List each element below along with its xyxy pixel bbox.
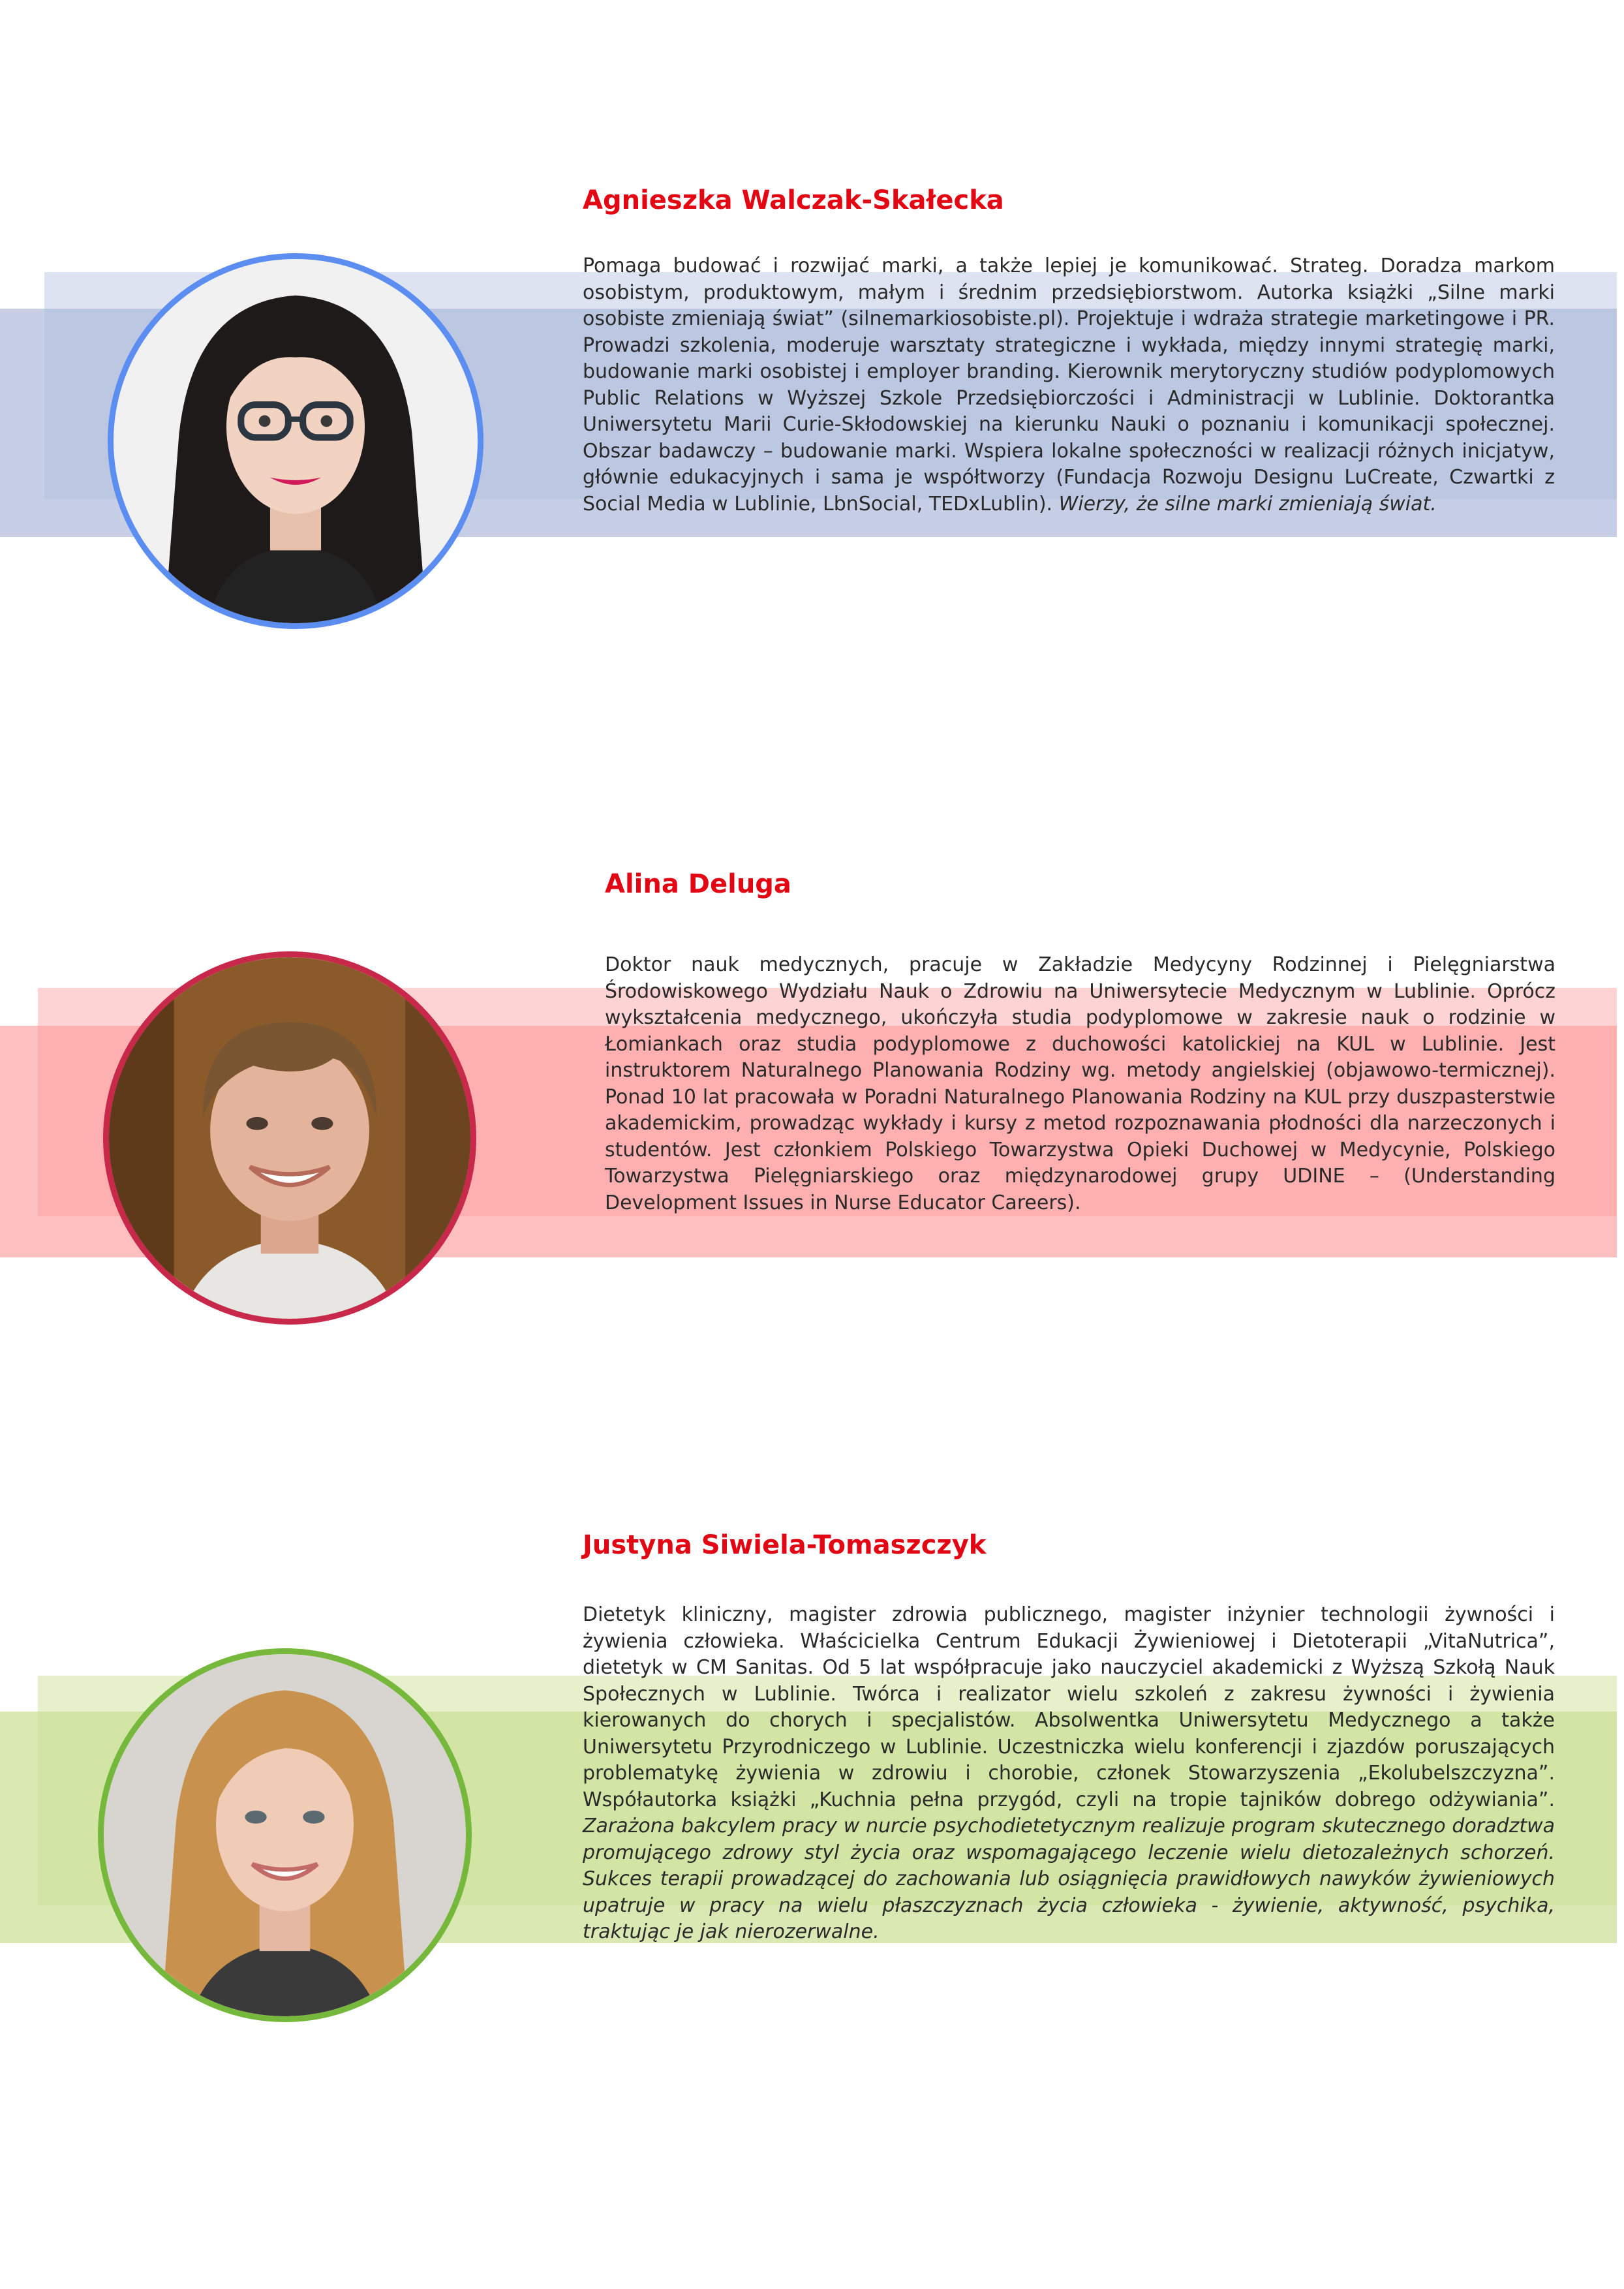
profile-photo-3 [98, 1648, 472, 2022]
person-name: Justyna Siwiela-Tomaszczyk [583, 1530, 987, 1560]
person-bio [605, 952, 1555, 1216]
bio-text: Doktor nauk medycznych, pracuje w Zakładzie Medycyny Rodzinnej i Pielęgniarstwa Środowiskowego Wydziału Nauk o Zdrowiu na Uniwersytecie Medycznym w Lublinie. Oprócz wykształcenia medycznego, ukończyła studia podyplomowe w zakresie nauk o rodzinie w Łomiankach oraz studia podyplomowe z duchowości katolickiej na KUL w Lublinie. Jest instruktorem Naturalnego Planowania Rodziny wg. metody angielskiej (objawowo-termicznej). Ponad 10 lat pracowała w Poradni Naturalnego Planowania Rodziny na KUL przy duszpasterstwie akademickim, prowadząc wykłady i kursy z metod rozpoznawania płodności dla narzeczonych i studentów. Jest członkiem Polskiego Towarzystwa Opieki Duchowej w Medycynie, Polskiego Towarzystwa Pielęgniarskiego oraz międzynarodowej grupy UDINE – (Understanding Development Issues in Nurse Educator Careers). [605, 953, 1555, 1214]
portrait-woman-glasses-icon [114, 259, 478, 623]
person-card-2 [605, 868, 1555, 1216]
bio-italic-text: Zarażona bakcylem pracy w nurcie psychodietetycznym realizuje program skutecznego doradztwa promującego zdrowy styl życia oraz wspomagającego leczenie wielu dietozależnych schorzeń. Sukces terapii prowadzącej do zachowania lub osiągnięcia prawidłowych nawyków żywieniowych upatruje w pracy na wielu płaszczyznach życia człowieka - żywienie, aktywność, psychika, traktując je jak nierozerwalne. [583, 1815, 1555, 1943]
bio-italic-text: Wierzy, że silne marki zmieniają świat. [1058, 492, 1437, 515]
person-name: Agnieszka Walczak-Skałecka [583, 185, 1004, 215]
profile-photo-2 [103, 951, 476, 1325]
person-bio [583, 253, 1555, 517]
person-name: Alina Deluga [605, 869, 791, 899]
portrait-woman-smiling-icon [109, 957, 470, 1319]
person-card-3 [583, 1529, 1555, 1946]
portrait-woman-blonde-icon [104, 1654, 466, 2016]
person-card-1 [583, 184, 1555, 517]
person-bio [583, 1602, 1555, 1946]
bio-text: Dietetyk kliniczny, magister zdrowia publicznego, magister inżynier technologii żywności i żywienia człowieka. Właścicielka Centrum Edukacji Żywieniowej i Dietoterapii „VitaNutrica”, dietetyk w CM Sanitas. Od 5 lat współpracuje jako nauczyciel akademicki z Wyższą Szkołą Nauk Społecznych w Lublinie. Twórca i realizator wielu szkoleń z zakresu żywności i żywienia kierowanych do chorych i specjalistów. Absolwentka Uniwersytetu Medycznego a także Uniwersytetu Przyrodniczego w Lublinie. Uczestniczka wielu konferencji i zjazdów poruszających problematykę żywienia w zdrowiu i chorobie, członek Stowarzyszenia „Ekolubelszczyzna”. Współautorka książki „Kuchnia pełna przygód, czyli na tropie tajników dobrego odżywiania”. [583, 1603, 1555, 1811]
profile-photo-1 [108, 253, 483, 629]
bio-text: Pomaga budować i rozwijać marki, a także lepiej je komunikować. Strateg. Doradza markom osobistym, produktowym, małym i średnim przedsiębiorstwom. Autorka książki „Silne marki osobiste zmieniają świat” (silnemarkiosobiste.pl). Projektuje i wdraża strategie marketingowe i PR. Prowadzi szkolenia, moderuje warsztaty strategiczne i wykłada, między innymi strategię marki, budowanie marki osobistej i employer branding. Kierownik merytoryczny studiów podyplomowych Public Relations w Wyższej Szkole Przedsiębiorczości i Administracji w Lublinie. Doktorantka Uniwersytetu Marii Curie-Skłodowskiej na kierunku Nauki o poznaniu i komunikacji społecznej. Obszar badawczy – budowanie marki. Wspiera lokalne społeczności w realizacji różnych inicjatyw, głównie edukacyjnych i sama je współtworzy (Fundacja Rozwoju Designu LuCreate, Czwartki z Social Media w Lublinie, LbnSocial, TEDxLublin). [583, 254, 1555, 515]
